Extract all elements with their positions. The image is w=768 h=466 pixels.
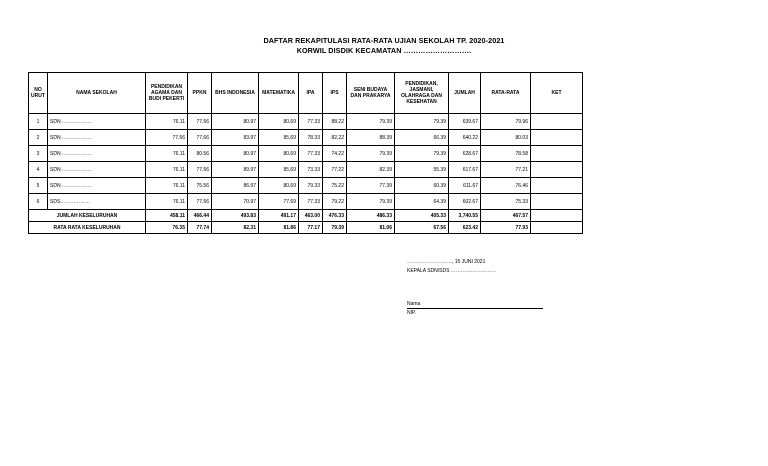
cell-ipa: 77.33: [299, 194, 323, 210]
cell-ips: 75.22: [323, 178, 347, 194]
cell-no: 1: [29, 114, 48, 130]
total-label: JUMLAH KESELURUHAN: [29, 210, 146, 222]
cell-ipa: 77.33: [299, 146, 323, 162]
header-pabp: PENDIDIKAN AGAMA DAN BUDI PEKERTI: [146, 73, 188, 114]
cell-rata-rata: 78.58: [481, 146, 531, 162]
cell-sbdp: 77.39: [347, 178, 395, 194]
cell-bhs-indonesia: 80.97: [212, 114, 259, 130]
total-row: [29, 210, 583, 222]
cell-ppkn: 77.56: [188, 162, 212, 178]
report-subtitle: KORWIL DISDIK KECAMATAN ……………………….: [296, 46, 472, 55]
report-title: DAFTAR REKAPITULASI RATA-RATA UJIAN SEKOLAH TP. 2020-2021: [263, 36, 505, 45]
cell-bhs-indonesia: 86.97: [212, 178, 259, 194]
cell-ppkn: 77.66: [188, 130, 212, 146]
cell-pjok: 79.39: [395, 146, 449, 162]
cell-no: 2: [29, 130, 48, 146]
header-bhs-indonesia: BHS INDONESIA: [212, 73, 259, 114]
cell-jumlah: 640.22: [449, 130, 481, 146]
cell-ppkn: 75.56: [188, 178, 212, 194]
cell-sbdp: 79.39: [347, 114, 395, 130]
average-sbdp: 81.06: [347, 222, 395, 234]
header-ips: IPS: [323, 73, 347, 114]
cell-nama-sekolah: SDN ………………: [48, 114, 146, 130]
cell-ips: 88.22: [323, 114, 347, 130]
average-pjok: 67.56: [395, 222, 449, 234]
header-sbdp: SENI BUDAYA DAN PRAKARYA: [347, 73, 395, 114]
table-row: [29, 194, 583, 210]
cell-jumlah: 639.67: [449, 114, 481, 130]
cell-nama-sekolah: SDN ………………: [48, 146, 146, 162]
table-row: [29, 146, 583, 162]
total-pabp: 458.11: [146, 210, 188, 222]
cell-pabp: 77.56: [146, 130, 188, 146]
cell-jumlah: 611.67: [449, 178, 481, 194]
cell-bhs-indonesia: 89.97: [212, 162, 259, 178]
cell-ppkn: 77.56: [188, 114, 212, 130]
table-row: [29, 130, 583, 146]
total-ips: 476.33: [323, 210, 347, 222]
cell-no: 4: [29, 162, 48, 178]
cell-bhs-indonesia: 70.97: [212, 194, 259, 210]
cell-bhs-indonesia: 83.97: [212, 130, 259, 146]
cell-ket: [531, 146, 583, 162]
cell-jumlah: 628.67: [449, 146, 481, 162]
header-ppkn: PPKN: [188, 73, 212, 114]
cell-ket: [531, 130, 583, 146]
cell-rata-rata: 80.03: [481, 130, 531, 146]
cell-ket: [531, 194, 583, 210]
cell-jumlah: 617.67: [449, 162, 481, 178]
cell-rata-rata: 77.21: [481, 162, 531, 178]
cell-no: 6: [29, 194, 48, 210]
table-header-row: [29, 73, 583, 114]
cell-pabp: 76.11: [146, 146, 188, 162]
cell-pabp: 76.11: [146, 194, 188, 210]
header-no: NO URUT: [29, 73, 48, 114]
cell-matematika: 80.69: [259, 146, 299, 162]
average-pabp: 76.35: [146, 222, 188, 234]
average-matematika: 81.86: [259, 222, 299, 234]
header-rata-rata: RATA-RATA: [481, 73, 531, 114]
total-bhs-indonesia: 493.83: [212, 210, 259, 222]
cell-sbdp: 79.39: [347, 146, 395, 162]
recap-table: [28, 72, 583, 234]
cell-sbdp: 82.39: [347, 162, 395, 178]
cell-ket: [531, 162, 583, 178]
total-pjok: 405.33: [395, 210, 449, 222]
header-ipa: IPA: [299, 73, 323, 114]
cell-ipa: 73.33: [299, 162, 323, 178]
cell-nama-sekolah: SDN ………………: [48, 178, 146, 194]
average-bhs-indonesia: 82.31: [212, 222, 259, 234]
cell-matematika: 85.69: [259, 162, 299, 178]
signature-name: Nama: [407, 301, 421, 307]
cell-jumlah: 602.67: [449, 194, 481, 210]
cell-ket: [531, 114, 583, 130]
cell-pjok: 79.39: [395, 114, 449, 130]
cell-rata-rata: 75.33: [481, 194, 531, 210]
cell-ips: 77.22: [323, 162, 347, 178]
average-ips: 79.39: [323, 222, 347, 234]
cell-no: 5: [29, 178, 48, 194]
cell-pjok: 60.39: [395, 178, 449, 194]
table-row: [29, 162, 583, 178]
signature-nip: NIP.: [407, 310, 417, 316]
cell-no: 3: [29, 146, 48, 162]
average-row: [29, 222, 583, 234]
average-rata-rata: 77.93: [481, 222, 531, 234]
average-label: RATA RATA KESELURUHAN: [29, 222, 146, 234]
cell-sbdp: 79.39: [347, 194, 395, 210]
cell-sbdp: 88.39: [347, 130, 395, 146]
header-nama-sekolah: NAMA SEKOLAH: [48, 73, 146, 114]
cell-ips: 82.22: [323, 130, 347, 146]
header-ket: KET: [531, 73, 583, 114]
signature-date: ………………………, 15 JUNI 2021: [407, 259, 486, 265]
cell-rata-rata: 79.96: [481, 114, 531, 130]
signature-line: [407, 308, 543, 309]
header-jumlah: JUMLAH: [449, 73, 481, 114]
cell-matematika: 77.69: [259, 194, 299, 210]
cell-pabp: 76.11: [146, 178, 188, 194]
total-ipa: 463.00: [299, 210, 323, 222]
total-jumlah: 3,740.55: [449, 210, 481, 222]
average-jumlah: 623.42: [449, 222, 481, 234]
cell-matematika: 80.69: [259, 114, 299, 130]
header-pjok: PENDIDIKAN, JASMANI, OLAHRAGA DAN KESEHATAN: [395, 73, 449, 114]
total-matematika: 491.17: [259, 210, 299, 222]
cell-ppkn: 80.56: [188, 146, 212, 162]
average-ppkn: 77.74: [188, 222, 212, 234]
total-rata-rata: 467.57: [481, 210, 531, 222]
cell-matematika: 80.69: [259, 178, 299, 194]
total-ppkn: 466.44: [188, 210, 212, 222]
header-matematika: MATEMATIKA: [259, 73, 299, 114]
cell-ips: 74.22: [323, 146, 347, 162]
cell-nama-sekolah: SDS………………: [48, 194, 146, 210]
cell-ips: 79.22: [323, 194, 347, 210]
cell-pabp: 76.11: [146, 114, 188, 130]
cell-nama-sekolah: SDN ………………: [48, 162, 146, 178]
average-ipa: 77.17: [299, 222, 323, 234]
cell-ipa: 78.33: [299, 130, 323, 146]
cell-pabp: 76.11: [146, 162, 188, 178]
cell-ipa: 77.33: [299, 114, 323, 130]
cell-matematika: 85.69: [259, 130, 299, 146]
cell-rata-rata: 76.46: [481, 178, 531, 194]
cell-ppkn: 77.56: [188, 194, 212, 210]
cell-pjok: 66.39: [395, 130, 449, 146]
cell-bhs-indonesia: 80.97: [212, 146, 259, 162]
signature-title: KEPALA SDN/SDS ………………………: [407, 268, 496, 274]
total-sbdp: 486.33: [347, 210, 395, 222]
table-row: [29, 178, 583, 194]
cell-ipa: 79.33: [299, 178, 323, 194]
cell-nama-sekolah: SDN ………………: [48, 130, 146, 146]
table-row: [29, 114, 583, 130]
average-ket: [531, 222, 583, 234]
cell-pjok: 55.39: [395, 162, 449, 178]
total-ket: [531, 210, 583, 222]
cell-ket: [531, 178, 583, 194]
cell-pjok: 64.39: [395, 194, 449, 210]
